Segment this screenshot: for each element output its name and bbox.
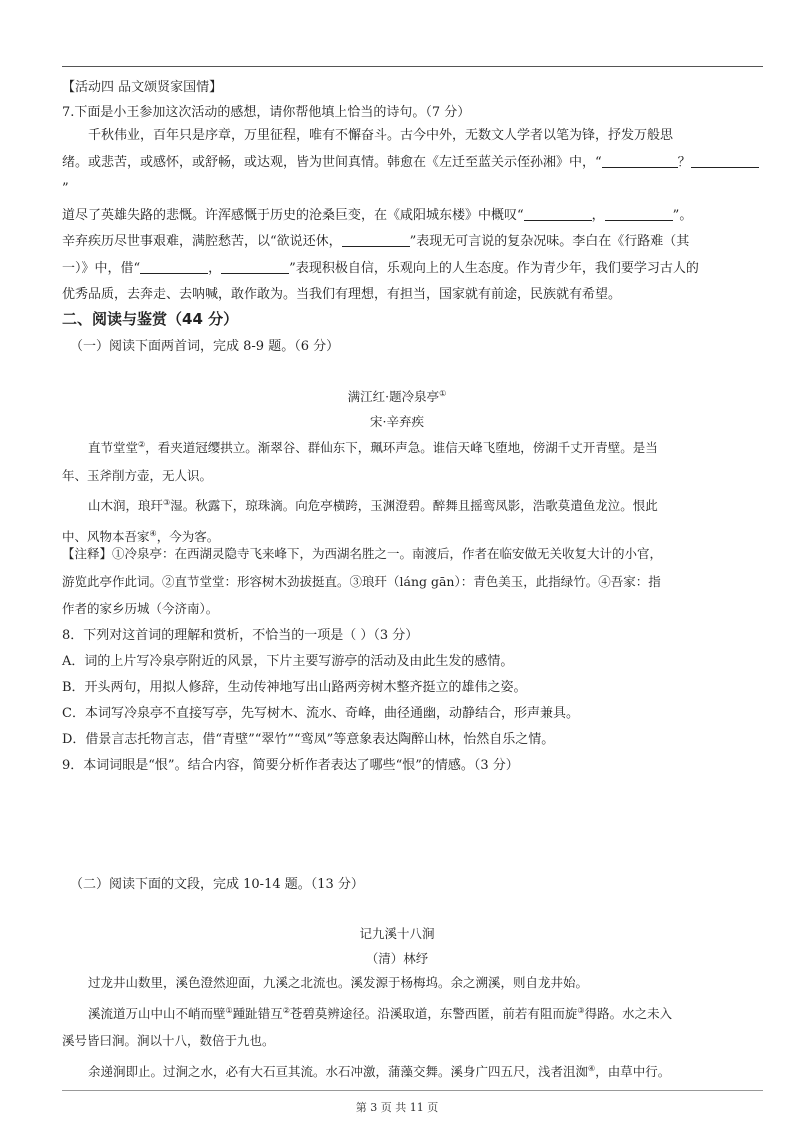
essay-title: 记九溪十八涧 xyxy=(359,926,435,941)
note-line: 作者的家乡历城（今济南）。 xyxy=(62,601,219,616)
poem-line: 中、风物本吾家④，今为客。 xyxy=(62,528,220,544)
top-divider xyxy=(62,66,763,67)
section-title: 二、阅读与鉴赏（44 分） xyxy=(62,310,239,328)
q8-option-d[interactable]: D．借景言志托物言志，借“青壁”“翠竹”“鸾凤”等意象表达陶醉山林，怡然自乐之情。 xyxy=(62,732,555,747)
essay-line: 余递涧即止。过涧之水，必有大石亘其流。水石冲激，蒲藻交舞。溪身广四五尺，浅者沮洳④，由草中行。 xyxy=(88,1063,671,1079)
part-2-intro: （二）阅读下面的文段，完成 10-14 题。（13 分） xyxy=(70,877,364,892)
activity-header: 【活动四 品文颂贤家国情】 xyxy=(62,80,223,95)
passage-line: 绪。或悲苦，或感怀，或舒畅，或达观，皆为世间真情。韩愈在《左迁至蓝关示侄孙湘》中，“ ？” xyxy=(62,150,763,203)
passage-line: 一）》中，借“ ， ”表现积极自信，乐观向上的人生态度。作为青少年，我们要学习古人的 xyxy=(62,260,699,276)
poem-line: 山木润，琅玕③湿。秋露下，琼珠滴。向危亭横跨，玉渊澄碧。醉舞且摇鸾凤影，浩歌莫遣鱼龙泣。恨此 xyxy=(88,498,658,514)
question-7-passage xyxy=(62,123,763,309)
poem-author: 宋·辛弃疾 xyxy=(370,414,424,429)
passage-line: 千秋伟业，百年只是序章，万里征程，唯有不懈奋斗。古今中外，无数文人学者以笔为锋，抒发万般思 xyxy=(88,128,674,143)
poem-notes xyxy=(62,540,763,623)
essay-line: 溪号皆曰涧。涧以十八，数倍于九也。 xyxy=(62,1033,275,1049)
note-line: 【注释】①冷泉亭：在西湖灵隐寺飞来峰下，为西湖名胜之一。南渡后，作者在临安做无关收复大计的小官， xyxy=(62,546,663,561)
answer-blank[interactable] xyxy=(605,206,673,221)
passage-line: 辛弃疾历尽世事艰难，满腔愁苦，以“欲说还休， ”表现无可言说的复杂况味。李白在《行路难（其 xyxy=(62,234,690,249)
poem-line: 直节堂堂②，看夹道冠缨拱立。渐翠谷、群仙东下，珮环声急。谁信天峰飞堕地，傍湖千丈开青壁。是当 xyxy=(88,440,658,456)
q8-option-c[interactable]: C．本词写冷泉亭不直接写亭，先写树木、流水、奇峰，曲径通幽，动静结合，形声兼具。 xyxy=(62,706,579,721)
essay-line: 溪流道万山中山不峭而壁①踵趾错互②苍碧莫辨途径。沿溪取道，东警西匿，前若有阻而旋③得路。水之未入 xyxy=(88,1005,673,1021)
poem-title: 满江红·题冷泉亭① xyxy=(347,388,447,404)
answer-blank[interactable] xyxy=(221,259,289,274)
note-line: 游览此亭作此词。②直节堂堂：形容树木劲拔挺直。③琅玕（láng gān）：青色美玉，此指绿竹。④吾家：指 xyxy=(62,573,661,589)
poem-line: 年、玉斧削方壶，无人识。 xyxy=(62,467,213,483)
answer-blank[interactable] xyxy=(602,153,678,168)
poem-body xyxy=(62,431,763,550)
question-8: 8．下列对这首词的理解和赏析，不恰当的一项是（ ）（3 分） xyxy=(62,628,419,643)
answer-blank[interactable] xyxy=(691,153,759,168)
question-7-prompt: 7.下面是小王参加这次活动的感想，请你帮他填上恰当的诗句。（7 分） xyxy=(62,105,471,120)
bottom-divider xyxy=(62,1090,763,1091)
answer-blank[interactable] xyxy=(342,232,410,247)
q8-option-b[interactable]: B．开头两句，用拟人修辞，生动传神地写出山路两旁树木整齐挺立的雄伟之姿。 xyxy=(62,680,527,695)
answer-blank[interactable] xyxy=(524,206,592,221)
essay-author: （清）林纾 xyxy=(365,951,429,966)
part-1-intro: （一）阅读下面两首词，完成 8-9 题。（6 分） xyxy=(70,339,340,354)
essay-line: 过龙井山数里，溪色澄然迎面，九溪之北流也。溪发源于杨梅坞。余之溯溪，则自龙井始。 xyxy=(88,975,589,990)
page-number: 第 3 页 共 11 页 xyxy=(355,1101,439,1114)
q8-option-a[interactable]: A．词的上片写冷泉亭附近的风景，下片主要写游亭的活动及由此生发的感情。 xyxy=(62,654,514,669)
question-9: 9．本词词眼是“恨”。结合内容，简要分析作者表达了哪些“恨”的情感。（3 分） xyxy=(62,758,519,773)
answer-blank[interactable] xyxy=(140,259,208,274)
essay-body xyxy=(62,969,763,1085)
passage-line: 优秀品质，去奔走、去呐喊，敢作敢为。当我们有理想，有担当，国家就有前途，民族就有希望。 xyxy=(62,287,622,302)
passage-line: 道尽了英雄失路的悲慨。许浑感慨于历史的沧桑巨变，在《咸阳城东楼》中概叹“ ， ”。 xyxy=(62,207,693,223)
